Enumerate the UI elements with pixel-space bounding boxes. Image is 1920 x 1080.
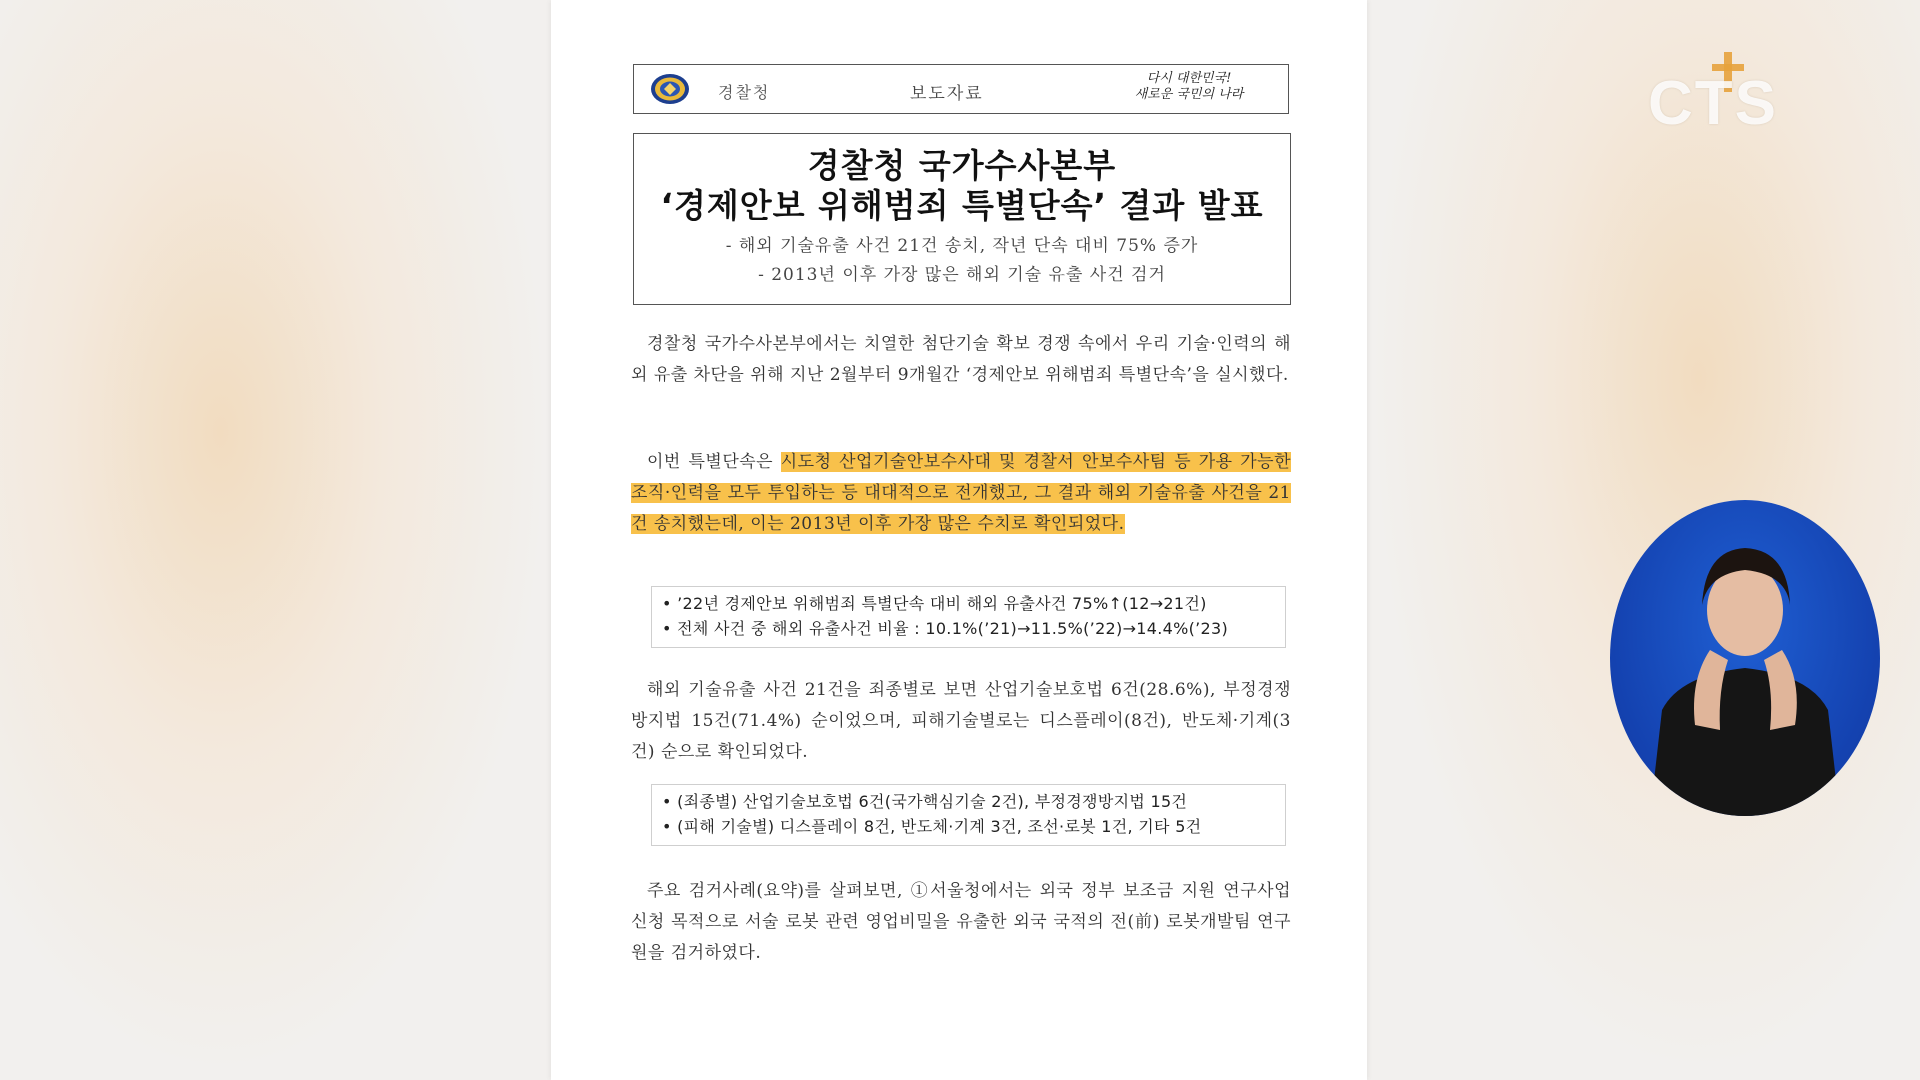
sign-language-interpreter-window — [1610, 500, 1880, 816]
paragraph-3: 해외 기술유출 사건 21건을 죄종별로 보면 산업기술보호법 6건(28.6%), 부정경쟁방지법 15건(71.4%) 순이었으며, 피해기술별로는 디스플레이(8건), 반도체·기계(3건) 순으로 확인되었다. — [631, 680, 1291, 762]
summary-box-2 — [651, 784, 1286, 846]
paragraph-2 — [631, 447, 1291, 540]
broadcaster-logo-text: CTS — [1648, 69, 1778, 138]
slogan-line-2: 새로운 국민의 나라 — [1134, 87, 1244, 102]
summary-box-1 — [651, 586, 1286, 648]
document-header — [633, 64, 1289, 114]
summary-box-2-line-1: • (죄종별) 산업기술보호법 6건(국가핵심기술 2건), 부정경쟁방지법 15건 — [662, 792, 1188, 811]
subtitle-line-1: - 해외 기술유출 사건 21건 송치, 작년 단속 대비 75% 증가 — [725, 236, 1199, 256]
summary-box-1-line-2: • 전체 사건 중 해외 유출사건 비율 : 10.1%(’21)→11.5%(’22)→14.4%(’23) — [662, 619, 1229, 638]
interpreter-figure-icon — [1610, 500, 1880, 816]
subtitle-line-2: - 2013년 이후 가장 많은 해외 기술 유출 사건 검거 — [758, 265, 1166, 285]
left-backdrop — [0, 0, 551, 1080]
paragraph-4: 주요 검거사례(요약)를 살펴보면, ①서울청에서는 외국 정부 보조금 지원 연구사업 신청 목적으로 서술 로봇 관련 영업비밀을 유출한 외국 국적의 전(前) 로봇개발팀 연구원을 검거하였다. — [631, 881, 1291, 963]
title-box — [633, 133, 1291, 305]
paragraph-1: 경찰청 국가수사본부에서는 치열한 첨단기술 확보 경쟁 속에서 우리 기술·인력의 해외 유출 차단을 위해 지난 2월부터 9개월간 ‘경제안보 위해범죄 특별단속’을 실시했다. — [631, 334, 1291, 385]
slogan-line-1: 다시 대한민국! — [1146, 71, 1232, 86]
paragraph-2-highlight: 시도청 산업기술안보수사대 및 경찰서 안보수사팀 등 가용 가능한 조직·인력을 모두 투입하는 등 대대적으로 전개했고, 그 결과 해외 기술유출 사건을 21건 송치했는데, 이는 2013년 이후 가장 많은 수치로 확인되었다. — [631, 452, 1291, 534]
right-backdrop — [1367, 0, 1920, 1080]
police-emblem-icon — [650, 72, 690, 106]
summary-box-1-line-1: • ’22년 경제안보 위해범죄 특별단속 대비 해외 유출사건 75%↑(12→21건) — [662, 594, 1207, 613]
title-line-1: 경찰청 국가수사본부 — [807, 146, 1117, 185]
agency-name: 경찰청 — [718, 83, 771, 102]
press-release-document — [551, 0, 1367, 1080]
paragraph-2-lead: 이번 특별단속은 — [647, 452, 781, 472]
title-line-2: ‘경제안보 위해범죄 특별단속’ 결과 발표 — [660, 186, 1264, 225]
broadcaster-logo — [1648, 50, 1788, 140]
press-release-label: 보도자료 — [910, 84, 984, 104]
slogan — [1104, 71, 1274, 103]
summary-box-2-line-2: • (피해 기술별) 디스플레이 8건, 반도체·기계 3건, 조선·로봇 1건, 기타 5건 — [662, 817, 1202, 836]
